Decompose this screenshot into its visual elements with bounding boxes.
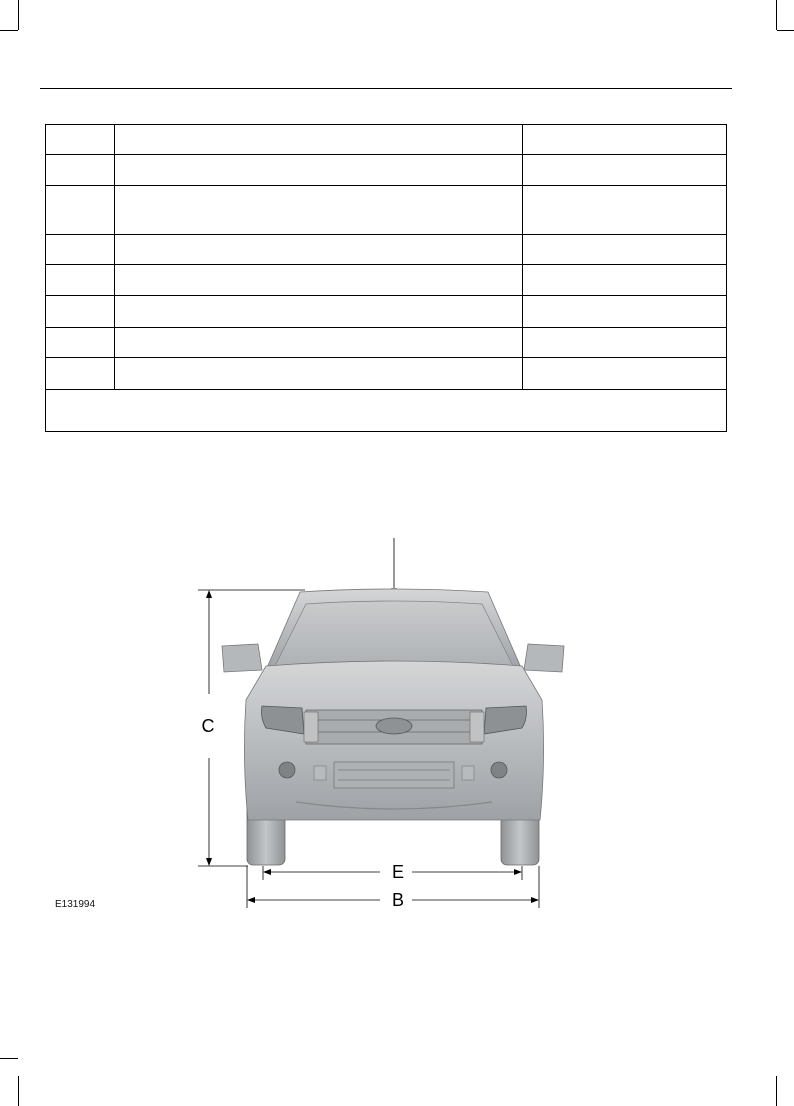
- vehicle-front-illustration: [0, 520, 794, 920]
- table-row: [46, 265, 727, 296]
- table-cell: [115, 155, 523, 186]
- dimension-label-c: C: [201, 716, 215, 736]
- table-cell: [46, 358, 115, 390]
- table-cell: [115, 358, 523, 390]
- table-cell: [115, 296, 523, 328]
- header-rule: [40, 88, 732, 89]
- crop-mark-bottom-left-h: [0, 1058, 18, 1059]
- crop-mark-top-left: [18, 0, 19, 30]
- table-cell: [523, 265, 727, 296]
- table-row: [46, 296, 727, 328]
- dimension-label-b: B: [391, 890, 405, 910]
- table-cell: [115, 235, 523, 265]
- table-cell: [46, 155, 115, 186]
- table-cell: [46, 125, 115, 155]
- table-row: [46, 390, 727, 432]
- table-row: [46, 125, 727, 155]
- table-cell: [523, 125, 727, 155]
- vehicle-dimensions-figure: [0, 520, 794, 920]
- table-cell: [46, 235, 115, 265]
- table-row: [46, 358, 727, 390]
- table-cell: [523, 235, 727, 265]
- table-cell: [523, 186, 727, 235]
- crop-mark-top-right-h: [777, 30, 794, 31]
- table-cell: [46, 390, 727, 432]
- table-cell: [115, 186, 523, 235]
- crop-mark-bottom-left: [18, 1076, 19, 1106]
- table-row: [46, 328, 727, 358]
- table-cell: [46, 328, 115, 358]
- table-row: [46, 186, 727, 235]
- table-cell: [46, 186, 115, 235]
- crop-mark-top-left-h: [0, 30, 18, 31]
- table-cell: [115, 328, 523, 358]
- table-cell: [46, 296, 115, 328]
- crop-mark-top-right: [776, 0, 777, 30]
- table-cell: [523, 328, 727, 358]
- table-cell: [46, 265, 115, 296]
- crop-mark-bottom-right: [776, 1076, 777, 1106]
- table-cell: [523, 296, 727, 328]
- table-cell: [523, 155, 727, 186]
- table-cell: [115, 125, 523, 155]
- table-cell: [115, 265, 523, 296]
- table-row: [46, 155, 727, 186]
- table-cell: [523, 358, 727, 390]
- dimensions-table: [45, 124, 727, 432]
- dimension-label-e: E: [391, 862, 405, 882]
- figure-id: E131994: [55, 899, 96, 910]
- table-row: [46, 235, 727, 265]
